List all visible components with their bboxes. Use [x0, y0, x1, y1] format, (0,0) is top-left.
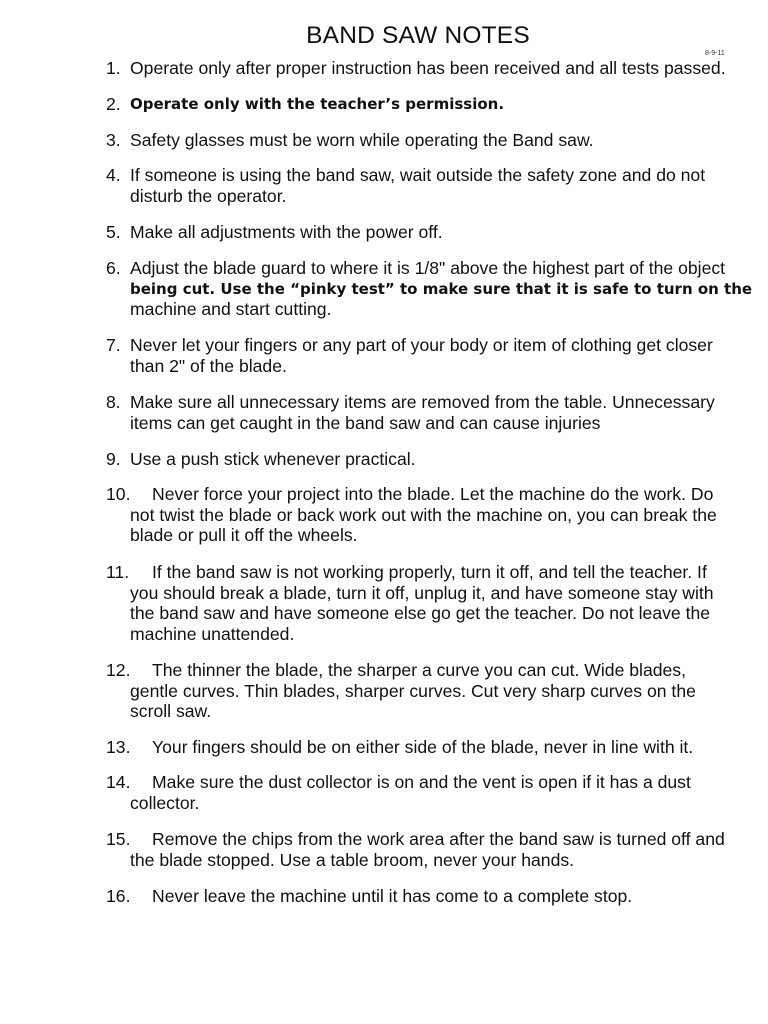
- item-text: you should break a blade, turn it off, unplug it, and have someone stay with: [130, 582, 714, 603]
- item-number: 4.: [106, 165, 121, 185]
- item-number: 11.: [106, 562, 130, 582]
- item-text: If someone is using the band saw, wait outside the safety zone and do not: [130, 165, 706, 185]
- item-text: gentle curves. Thin blades, sharper curves. Cut very sharp curves on the: [130, 680, 696, 701]
- item-number: 12.: [106, 660, 131, 680]
- page-title: BAND SAW NOTES: [306, 22, 530, 49]
- item-text: Operate only with the teacher’s permission.: [130, 95, 505, 113]
- item-text: the blade stopped. Use a table broom, never your hands.: [130, 849, 575, 870]
- document-date: 8-9-11: [705, 50, 725, 57]
- item-number: 8.: [106, 392, 121, 412]
- item-text: Never let your fingers or any part of your body or item of clothing get closer: [130, 335, 713, 355]
- item-text: collector.: [130, 792, 200, 813]
- item-number: 1.: [106, 58, 121, 78]
- item-text: Remove the chips from the work area after the band saw is turned off and: [152, 829, 725, 849]
- item-text: blade or pull it off the wheels.: [130, 525, 358, 545]
- item-text: disturb the operator.: [130, 185, 287, 206]
- item-number: 16.: [106, 886, 131, 906]
- item-text: Never leave the machine until it has come to a complete stop.: [152, 886, 633, 906]
- item-number: 5.: [106, 222, 121, 242]
- item-number: 15.: [106, 829, 131, 849]
- item-text: Adjust the blade guard to where it is 1/8" above the highest part of the object: [130, 258, 726, 278]
- item-number: 3.: [106, 130, 121, 150]
- item-text: Your fingers should be on either side of the blade, never in line with it.: [152, 737, 694, 757]
- item-text: not twist the blade or back work out with the machine on, you can break the: [130, 504, 717, 525]
- item-text: Make sure all unnecessary items are removed from the table. Unnecessary: [130, 392, 715, 412]
- item-text: items can get caught in the band saw and can cause injuries: [130, 412, 601, 433]
- item-number: 9.: [106, 449, 121, 469]
- item-text: Safety glasses must be worn while operating the Band saw.: [130, 130, 594, 150]
- item-text: If the band saw is not working properly, turn it off, and tell the teacher. If: [152, 562, 707, 582]
- item-text: The thinner the blade, the sharper a curve you can cut. Wide blades,: [152, 660, 686, 680]
- item-number: 10.: [106, 484, 131, 504]
- item-text: than 2" of the blade.: [130, 355, 287, 376]
- item-text: Make sure the dust collector is on and the vent is open if it has a dust: [152, 772, 691, 792]
- item-text: the band saw and have someone else go get the teacher. Do not leave the: [130, 603, 711, 623]
- item-text: being cut. Use the “pinky test” to make sure that it is safe to turn on the: [130, 279, 753, 298]
- item-number: 6.: [106, 258, 121, 278]
- item-text: machine and start cutting.: [130, 299, 332, 319]
- item-number: 13.: [106, 737, 131, 757]
- item-text: Operate only after proper instruction has been received and all tests passed.: [130, 58, 726, 78]
- item-text: Make all adjustments with the power off.: [130, 222, 443, 242]
- item-text: Use a push stick whenever practical.: [130, 449, 416, 469]
- item-text: scroll saw.: [130, 701, 212, 721]
- item-number: 14.: [106, 772, 131, 792]
- item-text: Never force your project into the blade. Let the machine do the work. Do: [152, 484, 714, 504]
- item-text: machine unattended.: [130, 623, 295, 644]
- item-number: 7.: [106, 335, 121, 355]
- item-number: 2.: [106, 94, 121, 114]
